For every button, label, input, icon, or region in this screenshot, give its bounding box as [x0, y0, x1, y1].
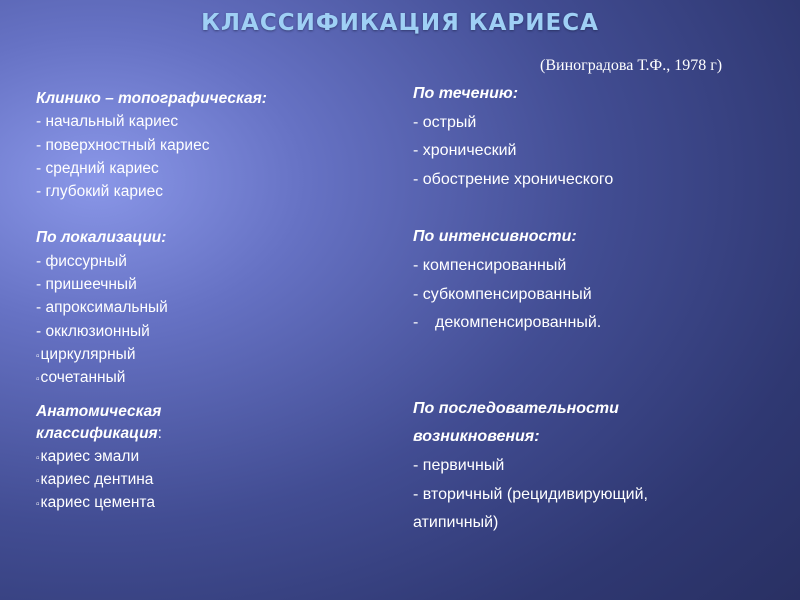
course-item: - обострение хронического	[413, 170, 614, 188]
intensity-heading: По интенсивности:	[413, 228, 577, 246]
anatomic-heading-line1: Анатомическая	[36, 402, 162, 420]
square-bullet-icon: ▫	[36, 350, 40, 362]
course-item: - острый	[413, 113, 477, 131]
right-column	[413, 80, 793, 538]
square-bullet-icon: ▫	[36, 476, 40, 488]
topographic-item: - средний кариес	[36, 159, 159, 177]
sequence-heading-line1: По последовательности	[413, 399, 619, 417]
square-bullet-icon: ▫	[36, 452, 40, 464]
topographic-item: - начальный кариес	[36, 113, 179, 131]
intensity-item: - компенсированный	[413, 256, 567, 274]
course-item: - хронический	[413, 142, 517, 160]
localization-item: - апроксимальный	[36, 299, 168, 317]
localization-item: - пришеечный	[36, 276, 137, 294]
anatomic-bullet-item: ▫кариес эмали	[36, 447, 140, 465]
topographic-item: - глубокий кариес	[36, 183, 164, 201]
sequence-item: атипичный)	[413, 514, 499, 532]
course-heading: По течению:	[413, 85, 519, 102]
intensity-item: - субкомпенсированный	[413, 285, 592, 303]
square-bullet-icon: ▫	[36, 374, 40, 386]
localization-bullet-item: ▫сочетанный	[36, 369, 126, 387]
anatomic-bullet-item: ▫кариес дентина	[36, 471, 154, 489]
square-bullet-icon: ▫	[36, 499, 40, 511]
localization-item: - окклюзионный	[36, 322, 150, 340]
dash-bullet: -	[413, 314, 419, 332]
localization-heading: По локализации:	[36, 229, 167, 247]
sequence-heading-line2: возникновения:	[413, 428, 540, 446]
topographic-item: - поверхностный кариес	[36, 136, 210, 154]
anatomic-heading-line2: классификация:	[36, 424, 162, 442]
topographic-heading: Клинико – топографическая:	[36, 90, 267, 107]
sequence-item: - первичный	[413, 456, 505, 474]
localization-item: - фиссурный	[36, 252, 127, 270]
left-column	[36, 87, 376, 515]
slide-title: КЛАССИФИКАЦИЯ КАРИЕСА	[201, 10, 599, 36]
citation: (Виноградова Т.Ф., 1978 г)	[540, 57, 723, 74]
intensity-item: - декомпенсированный.	[413, 309, 793, 338]
sequence-item: - вторичный (рецидивирующий,	[413, 485, 648, 503]
anatomic-bullet-item: ▫кариес цемента	[36, 494, 155, 512]
localization-bullet-item: ▫циркулярный	[36, 345, 136, 363]
